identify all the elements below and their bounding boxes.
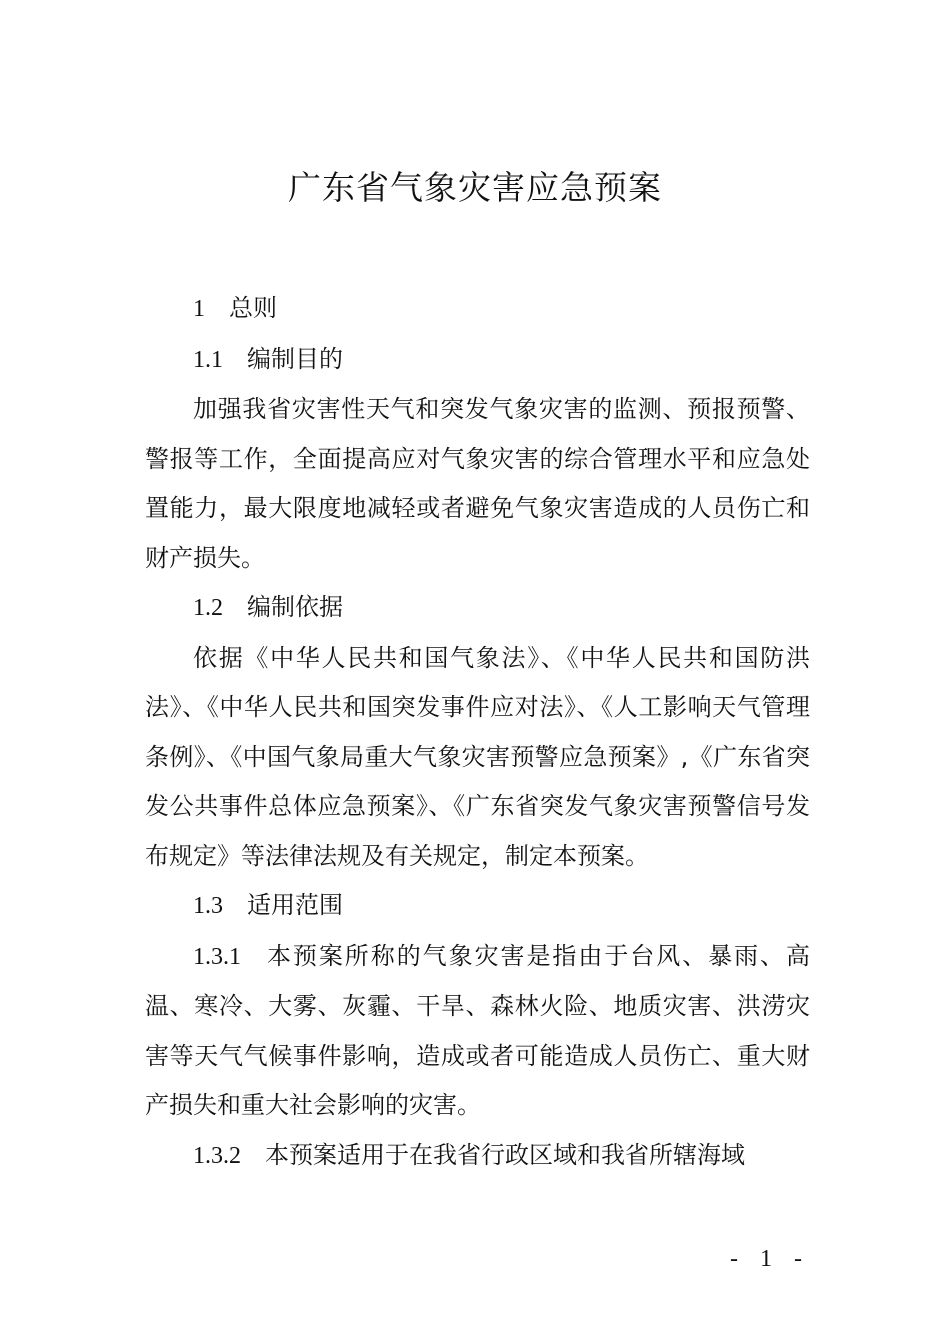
paragraph-purpose: 加强我省灾害性天气和突发气象灾害的监测、预报预警、警报等工作，全面提高应对气象灾害的综合管理水平和应急处置能力，最大限度地减轻或者避免气象灾害造成的人员伤亡和财产损失。 <box>145 395 810 572</box>
page-number: - 1 - <box>730 1246 810 1272</box>
section-title: 编制目的 <box>247 344 343 373</box>
section-heading-1-1 <box>145 335 810 386</box>
clause-text: 本预案适用于在我省行政区域和我省所辖海域 <box>265 1140 745 1169</box>
section-title: 编制依据 <box>247 593 343 621</box>
paragraph-1-3-2 <box>145 1131 810 1182</box>
section-heading-1-2 <box>145 583 810 634</box>
paragraph-basis: 依据《中华人民共和国气象法》、《中华人民共和国防洪法》、《中华人民共和国突发事件应对法》、《人工影响天气管理条例》、《中国气象局重大气象灾害预警应急预案》,《广东省突发公共事件总体应急预案》、《广东省突发气象灾害预警信号发布规定》等法律法规及有关规定，制定本预案。 <box>145 643 810 870</box>
section-heading-1-3 <box>145 881 810 932</box>
document-title: 广东省气象灾害应急预案 <box>288 168 662 207</box>
document-body <box>145 284 810 1181</box>
section-title: 适用范围 <box>247 891 343 919</box>
section-number: 1 <box>193 296 205 322</box>
section-number: 1.3 <box>193 893 223 919</box>
clause-text: 本预案所称的气象灾害是指由于台风、暴雨、高温、寒冷、大雾、灰霾、干旱、森林火险、地质灾害、洪涝灾害等天气气候事件影响，造成或者可能造成人员伤亡、重大财产损失和重大社会影响的灾害。 <box>145 941 810 1119</box>
section-heading-1 <box>145 284 810 335</box>
paragraph-1-3-1 <box>145 932 810 1131</box>
clause-number: 1.3.1 <box>193 943 241 970</box>
section-title: 总则 <box>229 294 277 322</box>
section-number: 1.2 <box>193 595 223 621</box>
section-number: 1.1 <box>193 346 223 373</box>
clause-number: 1.3.2 <box>193 1142 241 1169</box>
